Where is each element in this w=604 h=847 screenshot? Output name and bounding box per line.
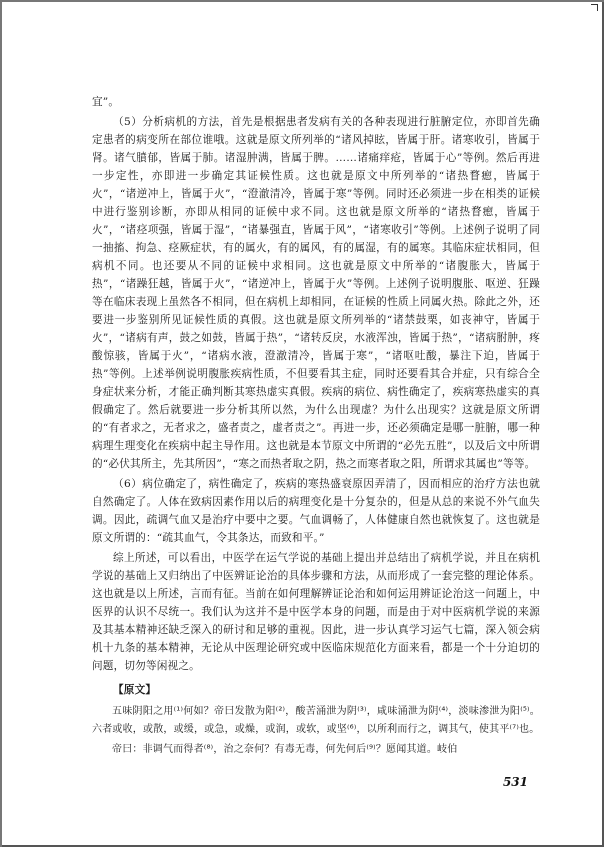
page-content (92, 93, 540, 761)
corner-mark-icon (591, 4, 598, 11)
page-left-edge (0, 0, 2, 847)
original-text-paragraph-1: 五味阴阳之用⁽¹⁾何如？帝曰发散为阳⁽²⁾，酸苦涌泄为阴⁽³⁾，咸味涌泄为阴⁽⁴⁾，淡味渗泄为阳⁽⁵⁾。六者或收，或散，或缓，或急，或燥，或润，或软，或坚⁽⁶⁾，以所利而行之，调其气，使其平⁽⁷⁾也。 (92, 706, 540, 735)
paragraph-treatment: （6）病位确定了，病性确定了，疾病的寒热盛衰原因弄清了，因而相应的治疗方法也就自然确定了。人体在致病因素作用以后的病理变化是十分复杂的，但是从总的来说不外气血失调。因此，疏调气血又是治疗中要中之要。气血调畅了，人体健康自然也就恢复了。这也就是原文所谓的：“疏其血气，令其条达，而致和平。” (92, 478, 540, 544)
paragraph-continuation: 宜”。 (92, 96, 120, 108)
paragraph-summary: 综上所述，可以看出，中医学在运气学说的基础上提出并总结出了病机学说，并且在病机学说的基础上又归纳出了中医辨证论治的具体步骤和方法，从而形成了一套完整的理论体系。这也就是以上所述，言而有征。当前在如何理解辨证论治和如何运用辨证论治这一问题上，中医界的认识不尽统一。我们认为这并不是中医学本身的问题，而是由于对中医病机学说的来源及其基本精神还缺乏深入的研讨和足够的重视。因此，进一步认真学习运气七篇，深入领会病机十九条的基本精神，无论从中医理论研究或中医临床规范化方面来看，都是一个十分迫切的问题，切勿等闲视之。 (92, 552, 540, 672)
page-number: 531 (502, 775, 528, 789)
section-heading-original-text: 【原文】 (113, 684, 157, 696)
original-text-paragraph-2: 帝曰：非调气而得者⁽⁸⁾，治之奈何？有毒无毒，何先何后⁽⁹⁾？愿闻其道。岐伯 (112, 744, 458, 755)
page-top-edge (0, 0, 604, 2)
paragraph-pathogenesis-method: （5）分析病机的方法，首先是根据患者发病有关的各种表现进行脏腑定位，亦即首先确定患者的病变所在部位谁哦。这就是原文所列举的“诸风掉眩，皆属于肝。诸寒收引，皆属于肾。诸气膹郁，皆属于肺。诸湿肿满，皆属于脾。……诸痛痒疮，皆属于心”等例。然后再进一步定性，亦即进一步确定其证候性质。这也就是原文中所列举的“诸热瞀瘛，皆属于火”，“诸逆冲上，皆属于火”，“澄澈清冷，皆属于寒”等例。同时还必须进一步在相类的证候中进行鉴别诊断，亦即从相同的证候中求不同。这也就是原文所举的“诸热瞀瘛，皆属于火”，“诸痉项强，皆属于湿”，“诸暴强直，皆属于风”，“诸寒收引”等例。上述例子说明了同一抽搐、拘急、痉厥症状，有的属火，有的属风，有的属湿，有的属寒。其临床症状相同，但病机不同。也还要从不同的证候中求相同。这也就是原文中所举的“诸腹胀大，皆属于热”，“诸躁狂越，皆属于火”，“诸逆冲上，皆属于火”等例。上述例子说明腹胀、呕逆、狂躁等在临床表现上虽然各不相同，但在病机上却相同，在证候的性质上同属火热。除此之外，还要进一步鉴别所见证候性质的真假。这也就是原文所列举的“诸禁鼓栗，如丧神守，皆属于火”，“诸病有声，鼓之如鼓，皆属于热”，“诸转反戾，水液浑浊，皆属于热”，“诸病胕肿，疼酸惊骇，皆属于火”，“诸病水液，澄澈清冷，皆属于寒”，“诸呕吐酸，暴注下迫，皆属于热”等例。上述举例说明腹胀疾病性质，不但要看其主症，同时还要看其合并症，只有综合全身症状来分析，才能正确判断其寒热虚实真假。疾病的病位、病性确定了，疾病寒热虚实的真假确定了。然后就要进一步分析其所以然，为什么出现虚？为什么出现实？这就是原文所谓的“有者求之，无者求之，盛者责之，虚者责之”。再进一步，还必须确定是哪一脏腑，哪一种病理生理变化在疾病中起主导作用。这也就是本节原文中所谓的“必先五胜”，以及后文中所谓的“必伏其所主，先其所因”，“寒之而热者取之阴，热之而寒者取之阳，所谓求其属也”等等。 (92, 116, 540, 470)
